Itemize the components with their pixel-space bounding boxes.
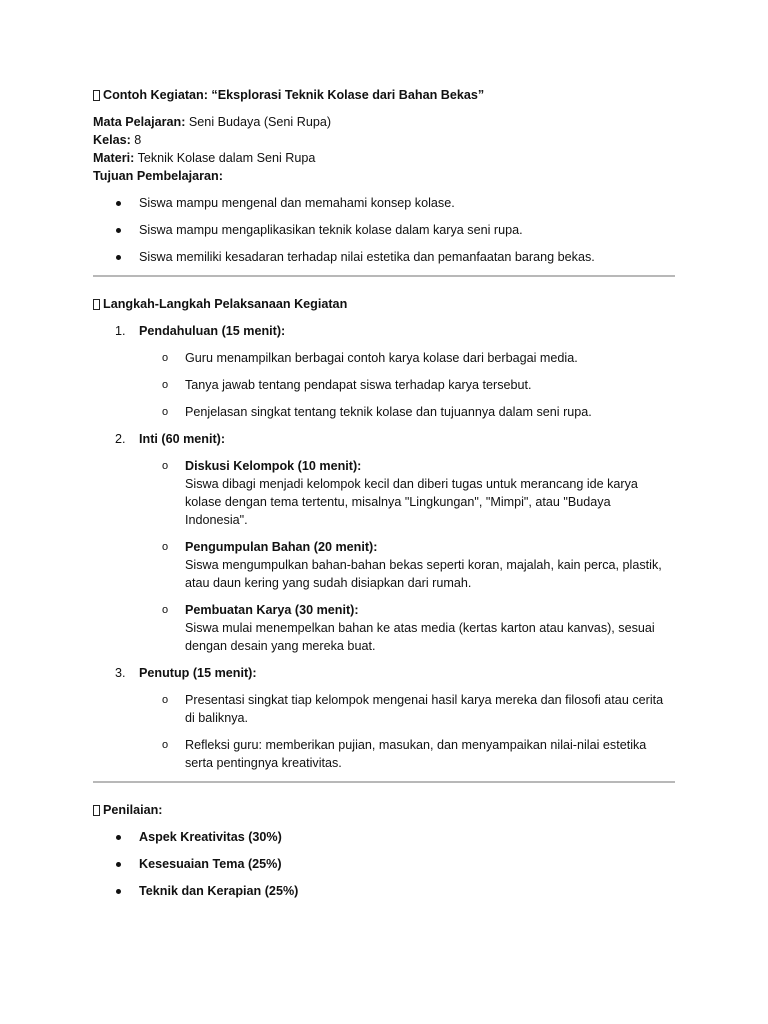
missing-glyph-icon (93, 299, 100, 310)
list-item: o Penjelasan singkat tentang teknik kolase dan tujuannya dalam seni rupa. (139, 403, 675, 421)
substep-text: Siswa mengumpulkan bahan-bahan bekas seperti koran, majalah, kain perca, plastik, atau daun kering yang sudah disiapkan dari rumah. (185, 558, 662, 590)
meta-material (93, 149, 675, 167)
step-title: Inti (60 menit): (139, 432, 226, 446)
substep-title: o Diskusi Kelompok (10 menit): (185, 459, 362, 473)
missing-glyph-icon (93, 805, 100, 816)
meta-material-label: Materi: (93, 151, 135, 165)
step-substeps (139, 691, 675, 772)
list-item: Teknik dan Kerapian (25%) (93, 882, 675, 900)
list-item: Siswa mampu mengenal dan memahami konsep kolase. (93, 194, 675, 212)
assessment-list (93, 828, 675, 900)
meta-material-value: Teknik Kolase dalam Seni Rupa (134, 151, 316, 165)
meta-class-value: 8 (130, 133, 142, 147)
step-number: 3. (115, 666, 126, 680)
list-item: Aspek Kreativitas (30%) (93, 828, 675, 846)
assessment-heading (93, 801, 675, 819)
activity-heading-text: Contoh Kegiatan: “Eksplorasi Teknik Kolase dari Bahan Bekas” (103, 88, 485, 102)
list-item: o Tanya jawab tentang pendapat siswa terhadap karya tersebut. (139, 376, 675, 394)
meta-class (93, 131, 675, 149)
document-page (93, 86, 675, 909)
substep-text: Siswa mulai menempelkan bahan ke atas media (kertas karton atau kanvas), sesuai dengan desain yang mereka buat. (185, 621, 655, 653)
list-item: Siswa memiliki kesadaran terhadap nilai estetika dan pemanfaatan barang bekas. (93, 248, 675, 266)
list-item: Kesesuaian Tema (25%) (93, 855, 675, 873)
list-item: o Refleksi guru: memberikan pujian, masukan, dan menyampaikan nilai-nilai estetika serta pentingnya kreativitas. (139, 736, 675, 772)
step-title: Penutup (15 menit): (139, 666, 257, 680)
step-title: Pendahuluan (15 menit): (139, 324, 286, 338)
assessment-heading-text: Penilaian: (103, 803, 163, 817)
step-item (93, 430, 675, 655)
step-number: 2. (115, 432, 126, 446)
divider (93, 275, 675, 277)
list-item (139, 457, 675, 529)
meta-subject (93, 113, 675, 131)
steps-heading (93, 295, 675, 313)
divider (93, 781, 675, 783)
list-item: Siswa mampu mengaplikasikan teknik kolase dalam karya seni rupa. (93, 221, 675, 239)
substep-title: o Pembuatan Karya (30 menit): (185, 603, 359, 617)
step-number: 1. (115, 324, 126, 338)
meta-subject-label: Mata Pelajaran: (93, 115, 186, 129)
steps-list (93, 322, 675, 772)
meta-class-label: Kelas: (93, 133, 131, 147)
substep-text: Siswa dibagi menjadi kelompok kecil dan diberi tugas untuk merancang ide karya kolase dengan tema tertentu, misalnya "Lingkungan", "Mimpi", atau "Budaya Indonesia". (185, 477, 638, 527)
steps-heading-text: Langkah-Langkah Pelaksanaan Kegiatan (103, 297, 348, 311)
meta-objectives-label: Tujuan Pembelajaran: (93, 169, 223, 183)
step-item (93, 664, 675, 772)
list-item (139, 538, 675, 592)
step-substeps (139, 457, 675, 655)
list-item (139, 601, 675, 655)
list-item: o Guru menampilkan berbagai contoh karya kolase dari berbagai media. (139, 349, 675, 367)
objectives-list (93, 194, 675, 266)
step-substeps (139, 349, 675, 421)
meta-objectives (93, 167, 675, 185)
step-item (93, 322, 675, 421)
activity-heading (93, 86, 675, 104)
meta-subject-value: Seni Budaya (Seni Rupa) (185, 115, 332, 129)
substep-title: o Pengumpulan Bahan (20 menit): (185, 540, 378, 554)
missing-glyph-icon (93, 90, 100, 101)
meta-block (93, 113, 675, 185)
list-item: o Presentasi singkat tiap kelompok mengenai hasil karya mereka dan filosofi atau cerita di baliknya. (139, 691, 675, 727)
